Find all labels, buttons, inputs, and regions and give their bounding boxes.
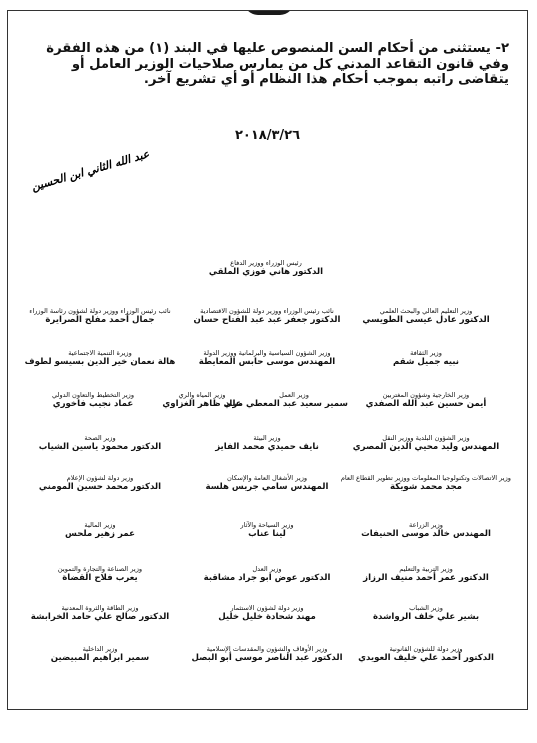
paragraph-text: ٢- يستثنى من أحكام السن المنصوص عليها في البند (١) من هذه الفقرة وفي قانون التقاعد المدني كل من يمارس صلاحيات الوزير العامل أو يتقاضى راتبه بموجب أحكام هذا النظام أو أي تشريع آخر. [46, 41, 509, 87]
signatory-entry [20, 349, 180, 368]
signatory-entry [20, 307, 180, 326]
signatory-name: مجد محمد شويكة [390, 482, 462, 492]
signatory-entry [341, 434, 511, 453]
signatory-name: سمير سعيد عبد المعطي مراد [224, 399, 348, 409]
signatory-title: نائب رئيس الوزراء ووزير دولة لشؤون رئاسة الوزراء [29, 307, 171, 315]
signatory-entry [341, 391, 511, 410]
signatory-name: نايف حميدي محمد الفايز [215, 442, 319, 452]
signatory-title: نائب رئيس الوزراء ووزير دولة للشؤون الاقتصادية [200, 307, 334, 315]
signatory-name: يعرب فلاح القضاة [62, 573, 138, 583]
signatory-name: الدكتور عوض ابو جراد مشاقبة [203, 573, 331, 583]
signatory-name: لينا عناب [248, 529, 286, 539]
signatory-title: رئيس الوزراء ووزير الدفاع [230, 259, 302, 267]
signatory-name: عماد نجيب فاخوري [52, 399, 134, 409]
signatory-name: الدكتور عادل عيسى الطويسي [362, 315, 490, 325]
signatory-title: وزير السياحة والآثار [240, 521, 294, 529]
signatory-title: وزير المياه والري [178, 391, 226, 399]
seal-mark [244, 10, 294, 15]
signatory-name: هالة نعمان خير الدين بسيسو لطوف [24, 357, 176, 367]
signatory-name: الدكتور عمر أحمد منيف الرزاز [363, 573, 489, 583]
signatory-entry [182, 645, 352, 664]
signatory-name: نبيه جميل شقم [393, 357, 459, 367]
signatory-title: وزير التربية والتعليم [399, 565, 453, 573]
signatory-name: علي ظاهر الغزاوي [162, 399, 242, 409]
signatory-title: وزير الصحة [84, 434, 116, 442]
signatory-name: المهندس خالد موسى الحنيفات [361, 529, 491, 539]
signatory-entry [341, 307, 511, 326]
signatory-title: وزير الشؤون البلدية ووزير النقل [382, 434, 470, 442]
signatory-name: المهندس موسى حابس المعايطة [198, 357, 336, 367]
signatory-title: وزير دولة لشؤون الإعلام [66, 474, 134, 482]
signatory-name: الدكتور محمد حسين المومني [38, 482, 162, 492]
signatory-name: الدكتور جعفر عبد عبد الفتاح حسان [193, 315, 341, 325]
signatory-entry [20, 474, 180, 493]
signatory-title: وزير الزراعة [409, 521, 443, 529]
signatory-title: وزير العدل [252, 565, 282, 573]
signatory-name: مهند شحادة خليل خليل [218, 612, 316, 622]
signatory-title: وزير العمل [279, 391, 309, 399]
signatory-title: وزير الصناعة والتجارة والتموين [57, 565, 143, 573]
signatory-title: وزير الشؤون السياسية والبرلمانية ووزير الدولة [203, 349, 331, 357]
signatory-title: وزير دولة للشؤون القانونية [389, 645, 463, 653]
signatory-title: وزير التخطيط والتعاون الدولي [51, 391, 135, 399]
document-page [7, 10, 528, 710]
signatory-entry [224, 391, 348, 410]
signatory-title: وزيرة التنمية الاجتماعية [68, 349, 132, 357]
signatory-title: وزير الاتصالات وتكنولوجيا المعلومات ووزير تطوير القطاع العام [340, 474, 511, 482]
signatory-entry [182, 604, 352, 623]
signatory-name: الدكتور هاني فوزي الملقي [208, 267, 324, 277]
signatory-title: وزير المالية [84, 521, 116, 529]
signatory-entry [341, 565, 511, 584]
signatory-entry [20, 645, 180, 664]
signatory-name: الدكتور أحمد علي خليف العويدي [358, 653, 494, 663]
signatory-entry [182, 521, 352, 540]
signatory-name: بشير علي خلف الرواشدة [372, 612, 480, 622]
signatory-title: وزير التعليم العالي والبحث العلمي [379, 307, 473, 315]
signatory-entry [341, 521, 511, 540]
royal-signature: عبد الله الثاني ابن الحسين [30, 147, 151, 194]
signatory-entry [341, 645, 511, 664]
signatory-name: سمير ابراهيم المبيضين [50, 653, 150, 663]
signatory-entry [182, 349, 352, 368]
signatory-entry [20, 434, 180, 453]
signatory-title: وزير الأشغال العامة والإسكان [226, 474, 308, 482]
signatory-name: المهندس سامي جريس هلسة [205, 482, 329, 492]
date-line: ٢٠١٨/٣/٢٦ [234, 128, 301, 143]
signatory-name: جمال أحمد مفلح الصرايرة [45, 315, 155, 325]
signatory-entry [182, 474, 352, 493]
signatory-entry [30, 391, 156, 410]
signatory-entry [341, 474, 511, 493]
signatory-title: وزير الطاقة والثروة المعدنية [61, 604, 139, 612]
signatory-title: وزير الخارجية وشؤون المغتربين [382, 391, 470, 399]
signatory-entry [176, 259, 356, 278]
signatory-name: عمر زهير ملحس [65, 529, 135, 539]
signatory-title: وزير الثقافة [410, 349, 442, 357]
signatory-name: الدكتور عبد الناصر موسى أبو البصل [191, 653, 343, 663]
signatory-name: المهندس وليد محيي الدين المصري [352, 442, 500, 452]
signatory-entry [341, 604, 511, 623]
signatory-entry [182, 307, 352, 326]
signatory-entry [20, 521, 180, 540]
signatory-title: وزير الشباب [409, 604, 443, 612]
signatory-entry [341, 349, 511, 368]
signatory-title: وزير دولة لشؤون الاستثمار [230, 604, 304, 612]
signatory-entry [160, 391, 244, 410]
signatory-entry [182, 565, 352, 584]
signatory-title: وزير الداخلية [82, 645, 118, 653]
signatory-title: وزير البيئة [253, 434, 281, 442]
signatory-title: وزير الأوقاف والشؤون والمقدسات الإسلامية [206, 645, 328, 653]
signatory-entry [20, 565, 180, 584]
signatory-name: الدكتور محمود ياسين الشياب [38, 442, 162, 452]
signatory-entry [182, 434, 352, 453]
signatory-name: الدكتور صالح علي حامد الخرابشة [30, 612, 170, 622]
signatory-entry [20, 604, 180, 623]
signatory-name: أيمن حسين عبد الله الصفدي [365, 399, 487, 409]
